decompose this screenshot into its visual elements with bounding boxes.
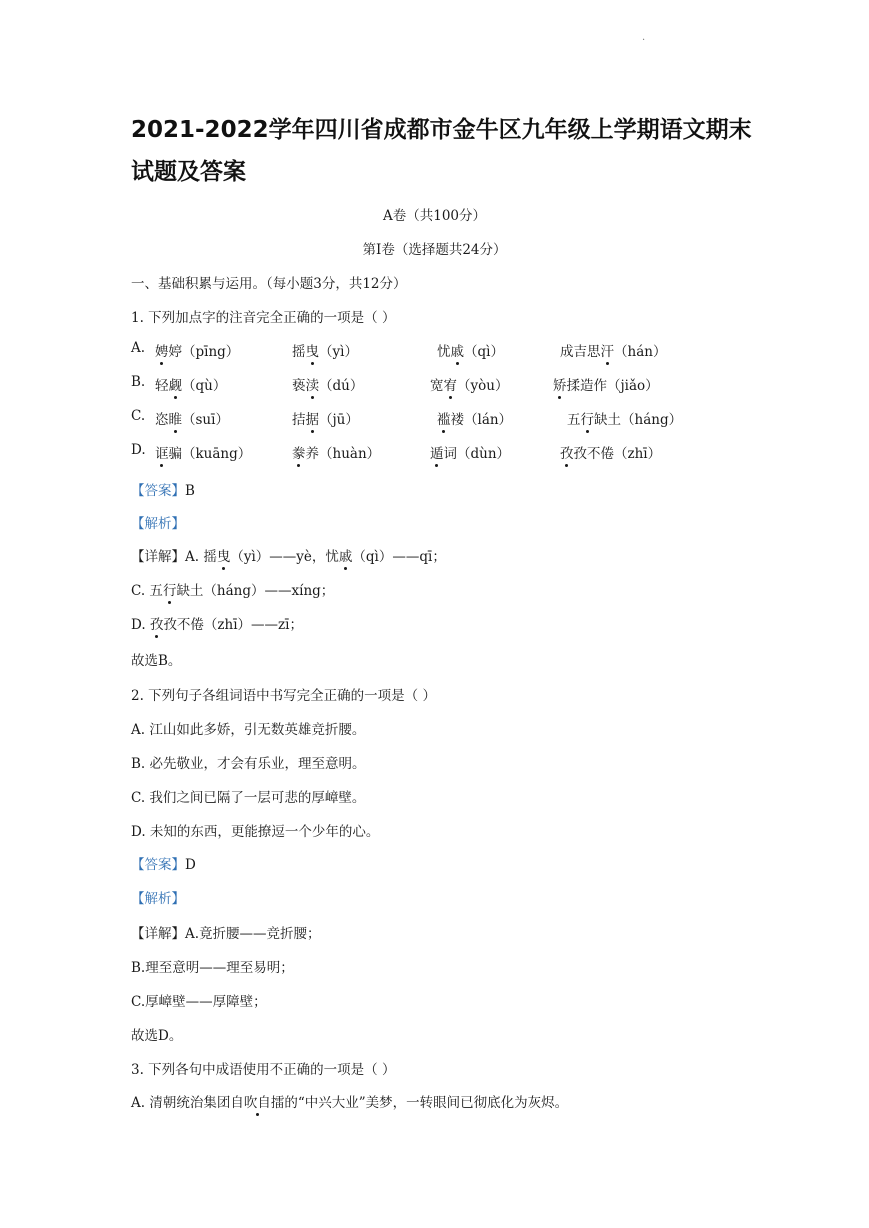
answer-value: D xyxy=(185,857,196,873)
question-1-analysis-tag: 【解析】 xyxy=(131,516,185,532)
option-item: 忧戚（qì） xyxy=(437,340,504,360)
option-item: 轻觑（qù） xyxy=(155,374,226,394)
volume-heading: A卷（共100分） xyxy=(382,208,487,224)
dotted-char: 遁 xyxy=(430,442,444,462)
question-2-option: C. 我们之间已隔了一层可悲的厚嶂壁。 xyxy=(131,790,366,806)
option-item: 矫揉造作（jiǎo） xyxy=(553,374,659,394)
question-1-detail-line: D. 孜孜不倦（zhī）——zī； xyxy=(131,613,751,633)
dotted-char: 行 xyxy=(581,408,595,428)
dotted-char: 渎 xyxy=(306,374,320,394)
option-item: 五行缺土（háng） xyxy=(567,408,682,428)
question-2-stem: 2. 下列句子各组词语中书写完全正确的一项是（ ） xyxy=(131,688,436,704)
option-item: 亵渎（dú） xyxy=(292,374,363,394)
option-item: 恣睢（suī） xyxy=(155,408,229,428)
document-title-line1: 2021-2022学年四川省成都市金牛区九年级上学期语文期末 xyxy=(131,117,752,143)
option-label: A. xyxy=(131,340,146,356)
option-item: 拮据（jū） xyxy=(292,408,359,428)
option-item: 褴褛（lán） xyxy=(437,408,512,428)
question-1-conclusion: 故选B。 xyxy=(131,653,182,669)
question-2-detail-line: C.厚嶂壁——厚障壁； xyxy=(131,994,267,1010)
dotted-char: 豢 xyxy=(292,442,306,462)
dotted-char: 戚 xyxy=(451,340,465,360)
question-1-answer xyxy=(131,479,751,499)
dotted-char: 觑 xyxy=(169,374,183,394)
dotted-char: 据 xyxy=(306,408,320,428)
dotted-char: 孜 xyxy=(560,442,574,462)
option-label: D. xyxy=(131,442,146,458)
answer-value: B xyxy=(185,483,195,499)
option-item: 摇曳（yì） xyxy=(292,340,358,360)
question-2-option: D. 未知的东西，更能撩逗一个少年的心。 xyxy=(131,824,380,840)
answer-tag: 【答案】 xyxy=(131,483,185,499)
dotted-char: 褴 xyxy=(437,408,451,428)
option-item: 诓骗（kuāng） xyxy=(155,442,251,462)
question-3-stem: 3. 下列各句中成语使用不正确的一项是（ ） xyxy=(131,1062,396,1078)
question-2-detail-line: B.理至意明——理至易明； xyxy=(131,960,294,976)
option-item: 遁词（dùn） xyxy=(430,442,510,462)
corner-mark: . xyxy=(642,32,646,43)
dotted-char: 娉 xyxy=(155,340,169,360)
option-item: 孜孜不倦（zhī） xyxy=(560,442,661,462)
question-2-detail-line: 【详解】A.竟折腰——竞折腰； xyxy=(131,926,321,942)
question-2-analysis-tag: 【解析】 xyxy=(131,891,185,907)
question-2-option: A. 江山如此多娇，引无数英雄竞折腰。 xyxy=(131,722,366,738)
part-heading: 第Ⅰ卷（选择题共24分） xyxy=(362,242,507,258)
dotted-char: 宥 xyxy=(444,374,458,394)
option-item: 成吉思汗（hán） xyxy=(560,340,666,360)
question-2-option: B. 必先敬业，才会有乐业，理至意明。 xyxy=(131,756,366,772)
document-title-line2: 试题及答案 xyxy=(131,159,246,185)
option-label: B. xyxy=(131,374,146,390)
option-item: 宽宥（yòu） xyxy=(430,374,508,394)
question-2-conclusion: 故选D。 xyxy=(131,1028,183,1044)
question-1-detail-line: 【详解】A. 摇曳（yì）——yè，忧戚（qì）——qī； xyxy=(131,545,751,565)
answer-tag: 【答案】 xyxy=(131,857,185,873)
option-item: 娉婷（pīng） xyxy=(155,340,239,360)
dotted-char: 诓 xyxy=(155,442,169,462)
dotted-char: 矫 xyxy=(553,374,567,394)
dotted-char: 汗 xyxy=(601,340,615,360)
section-heading: 一、基础积累与运用。（每小题3分，共12分） xyxy=(131,276,407,292)
dotted-phrase: 自吹自擂 xyxy=(230,1091,284,1111)
question-1-detail-line: C. 五行缺土（háng）——xíng； xyxy=(131,579,751,599)
dotted-char: 睢 xyxy=(169,408,183,428)
dotted-char: 曳 xyxy=(306,340,320,360)
question-3-option-a: A. 清朝统治集团自吹自擂的“中兴大业”美梦，一转眼间已彻底化为灰烬。 xyxy=(131,1091,751,1111)
question-2-answer xyxy=(131,853,751,873)
question-1-stem: 1. 下列加点字的注音完全正确的一项是（ ） xyxy=(131,310,396,326)
option-item: 豢养（huàn） xyxy=(292,442,380,462)
option-label: C. xyxy=(131,408,146,424)
